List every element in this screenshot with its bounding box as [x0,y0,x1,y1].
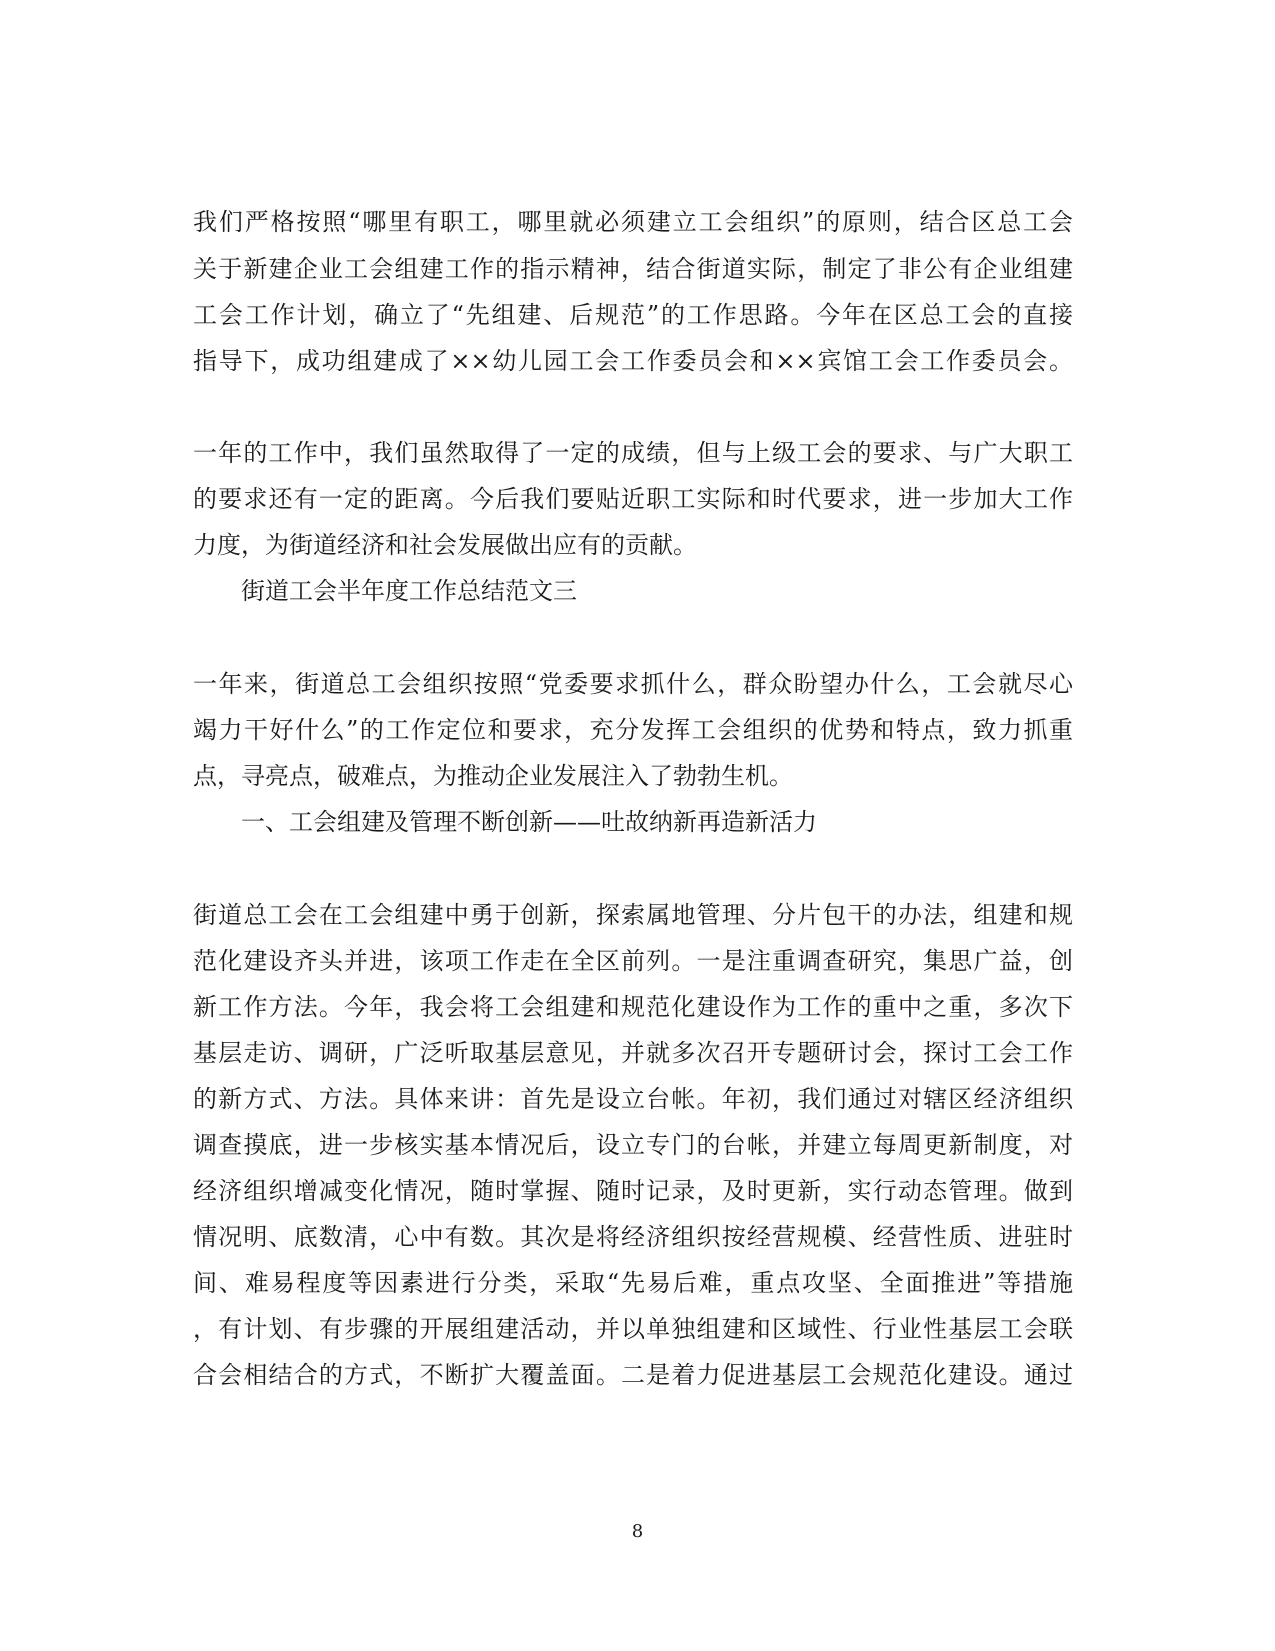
paragraph-4-line-4: 基层走访、调研，广泛听取基层意见，并就多次召开专题研讨会，探讨工会工作 [193,1039,1073,1067]
paragraph-4-line-6: 调查摸底，进一步核实基本情况后，设立专门的台帐，并建立每周更新制度，对 [193,1131,1073,1159]
paragraph-2-line-2: 的要求还有一定的距离。今后我们要贴近职工实际和时代要求，进一步加大工作 [193,485,1073,513]
paragraph-4-line-2: 范化建设齐头并进，该项工作走在全区前列。一是注重调查研究，集思广益，创 [193,947,1073,975]
paragraph-2-line-1: 一年的工作中，我们虽然取得了一定的成绩，但与上级工会的要求、与广大职工 [193,439,1073,467]
paragraph-3-line-2: 竭力干好什么”的工作定位和要求，充分发挥工会组织的优势和特点，致力抓重 [193,716,1073,744]
paragraph-4-line-11: 合会相结合的方式，不断扩大覆盖面。二是着力促进基层工会规范化建设。通过 [193,1361,1073,1389]
paragraph-1-line-4: 指导下，成功组建成了××幼儿园工会工作委员会和××宾馆工会工作委员会。 [193,347,1073,375]
paragraph-1-line-1: 我们严格按照“哪里有职工，哪里就必须建立工会组织”的原则，结合区总工会 [193,208,1073,236]
section-heading: 街道工会半年度工作总结范文三 [241,577,577,605]
paragraph-4-line-10: ，有计划、有步骤的开展组建活动，并以单独组建和区域性、行业性基层工会联 [193,1315,1073,1343]
paragraph-4-line-3: 新工作方法。今年，我会将工会组建和规范化建设作为工作的重中之重，多次下 [193,993,1073,1021]
paragraph-4-line-1: 街道总工会在工会组建中勇于创新，探索属地管理、分片包干的办法，组建和规 [193,901,1073,929]
paragraph-2-line-3: 力度，为街道经济和社会发展做出应有的贡献。 [193,531,697,559]
paragraph-4-line-8: 情况明、底数清，心中有数。其次是将经济组织按经营规模、经营性质、进驻时 [193,1223,1073,1251]
paragraph-1-line-2: 关于新建企业工会组建工作的指示精神，结合街道实际，制定了非公有企业组建 [193,255,1073,283]
paragraph-1-line-3: 工会工作计划，确立了“先组建、后规范”的工作思路。今年在区总工会的直接 [193,301,1073,329]
paragraph-4-line-7: 经济组织增减变化情况，随时掌握、随时记录，及时更新，实行动态管理。做到 [193,1177,1073,1205]
paragraph-4-line-5: 的新方式、方法。具体来讲：首先是设立台帐。年初，我们通过对辖区经济组织 [193,1085,1073,1113]
subsection-heading: 一、工会组建及管理不断创新——吐故纳新再造新活力 [241,808,817,836]
page-number: 8 [631,1521,644,1542]
paragraph-3-line-3: 点，寻亮点，破难点，为推动企业发展注入了勃勃生机。 [193,762,793,790]
paragraph-3-line-1: 一年来，街道总工会组织按照“党委要求抓什么，群众盼望办什么，工会就尽心 [193,670,1073,698]
paragraph-4-line-9: 间、难易程度等因素进行分类，采取“先易后难，重点攻坚、全面推进”等措施 [193,1269,1073,1297]
